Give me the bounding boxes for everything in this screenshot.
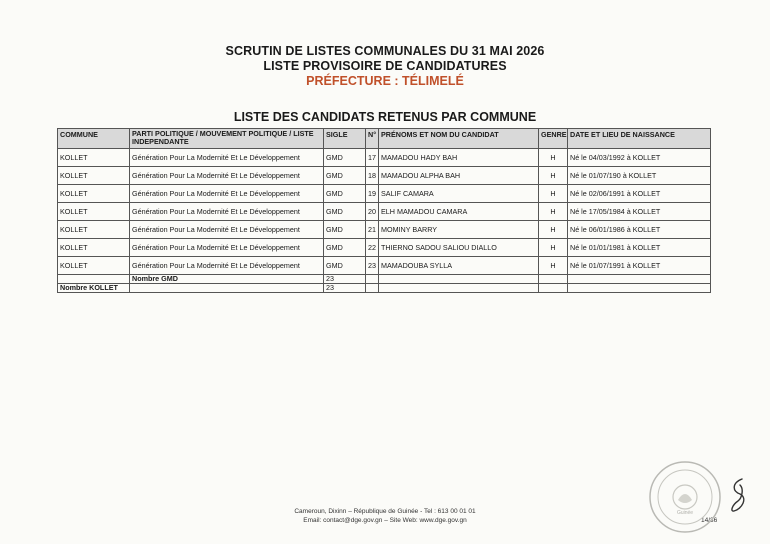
col-header-genre: GENRE <box>539 129 568 149</box>
empty-cell <box>379 275 539 284</box>
empty-cell <box>568 275 711 284</box>
cell-commune: KOLLET <box>58 257 130 275</box>
col-header-parti: PARTI POLITIQUE / MOUVEMENT POLITIQUE / LISTE INDEPENDANTE <box>130 129 324 149</box>
table-row <box>58 239 711 257</box>
cell-nom: MOMINY BARRY <box>379 221 539 239</box>
empty-cell <box>366 284 379 293</box>
official-seal-icon <box>648 460 722 534</box>
cell-sigle: GMD <box>324 221 366 239</box>
empty-cell <box>539 275 568 284</box>
cell-genre: H <box>539 257 568 275</box>
cell-genre: H <box>539 185 568 203</box>
cell-num: 23 <box>366 257 379 275</box>
table-row <box>58 185 711 203</box>
empty-cell <box>568 284 711 293</box>
cell-parti: Génération Pour La Modernité Et Le Développement <box>130 257 324 275</box>
prefecture-title: PRÉFECTURE : TÉLIMELÉ <box>306 74 464 88</box>
subtotal-row <box>58 275 711 284</box>
election-title: SCRUTIN DE LISTES COMMUNALES DU 31 MAI 2026 <box>225 44 545 58</box>
cell-parti: Génération Pour La Modernité Et Le Développement <box>130 185 324 203</box>
cell-commune: KOLLET <box>58 149 130 167</box>
table-header-row <box>58 129 711 149</box>
list-title: LISTE PROVISOIRE DE CANDIDATURES <box>263 59 507 73</box>
cell-parti: Génération Pour La Modernité Et Le Développement <box>130 221 324 239</box>
total-label: Nombre KOLLET <box>58 284 130 293</box>
subtotal-value: 23 <box>324 275 366 284</box>
empty-cell <box>379 284 539 293</box>
cell-naissance: Né le 04/03/1992 à KOLLET <box>568 149 711 167</box>
table-row <box>58 167 711 185</box>
cell-nom: ELH MAMADOU CAMARA <box>379 203 539 221</box>
col-header-sigle: SIGLE <box>324 129 366 149</box>
cell-nom: MAMADOU ALPHA BAH <box>379 167 539 185</box>
cell-sigle: GMD <box>324 185 366 203</box>
cell-genre: H <box>539 239 568 257</box>
table-row <box>58 203 711 221</box>
subtotal-label: Nombre GMD <box>130 275 324 284</box>
total-value: 23 <box>324 284 366 293</box>
cell-parti: Génération Pour La Modernité Et Le Développement <box>130 167 324 185</box>
svg-text:Guinée: Guinée <box>676 510 694 516</box>
table-row <box>58 221 711 239</box>
cell-commune: KOLLET <box>58 221 130 239</box>
candidates-table <box>57 128 711 293</box>
cell-naissance: Né le 06/01/1986 à KOLLET <box>568 221 711 239</box>
cell-genre: H <box>539 167 568 185</box>
cell-nom: MAMADOUBA SYLLA <box>379 257 539 275</box>
cell-sigle: GMD <box>324 239 366 257</box>
cell-parti: Génération Pour La Modernité Et Le Développement <box>130 149 324 167</box>
cell-nom: SALIF CAMARA <box>379 185 539 203</box>
cell-commune: KOLLET <box>58 203 130 221</box>
page-number: 14/36 <box>701 517 718 524</box>
cell-naissance: Né le 01/01/1981 à KOLLET <box>568 239 711 257</box>
cell-commune: KOLLET <box>58 239 130 257</box>
table-row <box>58 257 711 275</box>
cell-parti: Génération Pour La Modernité Et Le Développement <box>130 203 324 221</box>
cell-num: 18 <box>366 167 379 185</box>
cell-sigle: GMD <box>324 257 366 275</box>
cell-sigle: GMD <box>324 167 366 185</box>
col-header-num: N° <box>366 129 379 149</box>
col-header-nom: PRÉNOMS ET NOM DU CANDIDAT <box>379 129 539 149</box>
cell-sigle: GMD <box>324 149 366 167</box>
cell-naissance: Né le 01/07/190 à KOLLET <box>568 167 711 185</box>
empty-cell <box>130 284 324 293</box>
cell-genre: H <box>539 221 568 239</box>
cell-nom: MAMADOU HADY BAH <box>379 149 539 167</box>
cell-naissance: Né le 02/06/1991 à KOLLET <box>568 185 711 203</box>
cell-genre: H <box>539 203 568 221</box>
total-row <box>58 284 711 293</box>
col-header-commune: COMMUNE <box>58 129 130 149</box>
cell-num: 21 <box>366 221 379 239</box>
document-header <box>0 44 770 124</box>
col-header-naissance: DATE ET LIEU DE NAISSANCE <box>568 129 711 149</box>
cell-parti: Génération Pour La Modernité Et Le Développement <box>130 239 324 257</box>
cell-genre: H <box>539 149 568 167</box>
cell-sigle: GMD <box>324 203 366 221</box>
cell-nom: THIERNO SADOU SALIOU DIALLO <box>379 239 539 257</box>
empty-cell <box>366 275 379 284</box>
cell-commune: KOLLET <box>58 185 130 203</box>
cell-naissance: Né le 01/07/1991 à KOLLET <box>568 257 711 275</box>
cell-num: 17 <box>366 149 379 167</box>
cell-num: 20 <box>366 203 379 221</box>
table-row <box>58 149 711 167</box>
cell-num: 19 <box>366 185 379 203</box>
empty-cell <box>539 284 568 293</box>
section-title: LISTE DES CANDIDATS RETENUS PAR COMMUNE <box>233 110 537 124</box>
footer-contact: Email: contact@dge.gov.gn – Site Web: www.dge.gov.gn <box>303 517 467 524</box>
cell-commune: KOLLET <box>58 167 130 185</box>
cell-num: 22 <box>366 239 379 257</box>
signature-icon <box>728 477 748 515</box>
empty-cell <box>58 275 130 284</box>
footer-address: Cameroun, Dixinn – République de Guinée - Tel : 613 00 01 01 <box>294 508 476 515</box>
cell-naissance: Né le 17/05/1984 à KOLLET <box>568 203 711 221</box>
